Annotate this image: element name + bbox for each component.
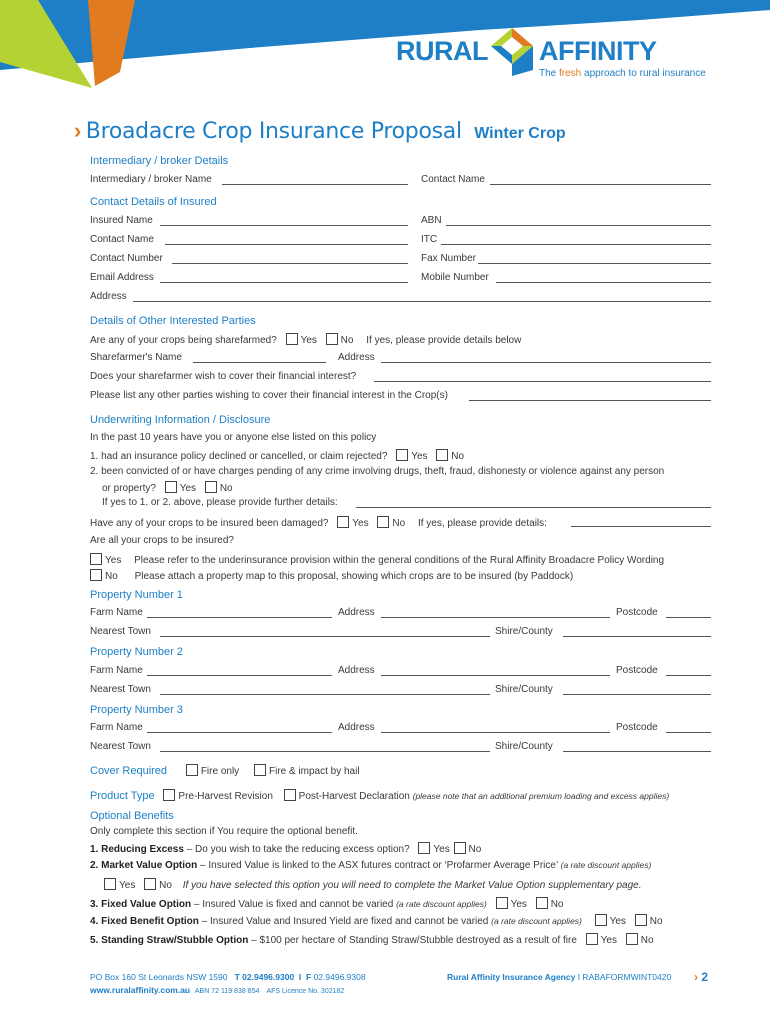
label-no: No: [468, 844, 482, 855]
title-sub: Winter Crop: [474, 125, 566, 142]
field-p1-postcode[interactable]: [666, 617, 711, 618]
checkbox-sharefarmed-no[interactable]: [326, 333, 338, 345]
field-p3-address[interactable]: [381, 732, 610, 733]
label-yes: Yes: [105, 555, 122, 566]
field-fax-number[interactable]: [478, 263, 711, 264]
label-benefit-2-text: – Insured Value is linked to the ASX futures contract or ‘Profarmer Average Price’: [197, 860, 558, 871]
label-underwriting-intro: In the past 10 years have you or anyone else listed on this policy: [90, 432, 377, 443]
row-benefit-1: [90, 842, 481, 855]
field-p2-farm-name[interactable]: [147, 675, 332, 676]
label-fire-hail: Fire & impact by hail: [268, 766, 360, 777]
label-contact-number: Contact Number: [90, 253, 163, 264]
label-p1-address: Address: [338, 607, 375, 618]
label-no: No: [219, 483, 233, 494]
footer-web-row: [90, 985, 344, 995]
checkbox-sharefarmed-yes[interactable]: [286, 333, 298, 345]
label-sharefarmed: Are any of your crops being sharefarmed?: [90, 335, 277, 346]
brand-tagline: The fresh approach to rural insurance: [539, 68, 706, 79]
page-title: [74, 118, 566, 144]
row-all-crops-yes: [84, 553, 664, 566]
label-farm-name: Farm Name: [90, 665, 143, 676]
logo-diamond-icon: [487, 24, 537, 80]
label-itc: ITC: [421, 234, 438, 245]
footer-fax: 02.9496.9308: [313, 972, 366, 982]
field-p2-shire[interactable]: [563, 694, 711, 695]
label-sharefarmer-address: Address: [338, 352, 375, 363]
label-underinsurance-note: Please refer to the underinsurance provision within the general conditions of the Rural Affinity Broadacre Policy Wording: [134, 555, 665, 566]
label-p3-shire: Shire/County: [495, 741, 553, 752]
label-benefit-1-text: – Do you wish to take the reducing excess option?: [183, 844, 410, 855]
field-email[interactable]: [160, 282, 408, 283]
label-insured-name: Insured Name: [90, 215, 153, 226]
label-fire-only: Fire only: [200, 766, 240, 777]
row-sharefarmed: [90, 333, 521, 346]
label-yes: Yes: [609, 916, 626, 927]
label-benefit-2-title: 2. Market Value Option: [90, 860, 198, 871]
label-p2-nearest-town: Nearest Town: [90, 684, 151, 695]
label-property-map-note: Please attach a property map to this proposal, showing which crops are to be insured (by Paddock): [134, 571, 574, 582]
footer-phone: 02.9496.9300: [242, 972, 295, 982]
label-other-parties: Please list any other parties wishing to cover their financial interest in the Crop(s): [90, 390, 448, 401]
label-p1-postcode: Postcode: [616, 607, 658, 618]
brand-rural: RURAL: [396, 36, 488, 66]
checkbox-damaged-no[interactable]: [377, 516, 389, 528]
checkbox-benefit-3-no[interactable]: [536, 897, 548, 909]
field-address[interactable]: [133, 301, 711, 302]
row-benefit-2-options: [98, 878, 641, 891]
label-no: No: [550, 899, 564, 910]
label-sharefarmer-cover: Does your sharefarmer wish to cover their financial interest?: [90, 371, 357, 382]
label-farm-name: Farm Name: [90, 722, 143, 733]
field-insured-contact[interactable]: [165, 244, 408, 245]
checkbox-all-crops-yes[interactable]: [90, 553, 102, 565]
field-p3-postcode[interactable]: [666, 732, 711, 733]
footer-agency: [447, 972, 671, 982]
footer-fax-label: F: [306, 972, 312, 982]
brand-affinity: AFFINITY: [539, 36, 657, 66]
section-property-1: Property Number 1: [90, 589, 183, 601]
checkbox-declined-no[interactable]: [436, 449, 448, 461]
label-pre-harvest: Pre-Harvest Revision: [178, 791, 273, 802]
label-p2-postcode: Postcode: [616, 665, 658, 676]
section-property-2: Property Number 2: [90, 646, 183, 658]
checkbox-fire-only[interactable]: [186, 764, 198, 776]
field-contact-number[interactable]: [172, 263, 408, 264]
section-underwriting: Underwriting Information / Disclosure: [90, 414, 271, 426]
checkbox-all-crops-no[interactable]: [90, 569, 102, 581]
label-p1-nearest-town: Nearest Town: [90, 626, 151, 637]
checkbox-post-harvest[interactable]: [284, 789, 296, 801]
field-p2-nearest-town[interactable]: [160, 694, 490, 695]
label-damaged: Have any of your crops to be insured been damaged?: [90, 518, 329, 529]
section-insured: Contact Details of Insured: [90, 196, 217, 208]
field-broker-name[interactable]: [222, 184, 408, 185]
label-benefit-3-text: – Insured Value is fixed and cannot be varied: [191, 899, 394, 910]
field-itc[interactable]: [441, 244, 711, 245]
label-p3-nearest-town: Nearest Town: [90, 741, 151, 752]
field-sharefarmer-cover[interactable]: [374, 381, 711, 382]
label-email: Email Address: [90, 272, 154, 283]
label-yes: Yes: [411, 451, 428, 462]
label-p2-shire: Shire/County: [495, 684, 553, 695]
checkbox-declined-yes[interactable]: [396, 449, 408, 461]
label-damaged-followup: If yes, please provide details:: [417, 518, 547, 529]
row-convicted: [102, 481, 233, 494]
section-interested-parties: Details of Other Interested Parties: [90, 315, 256, 327]
footer-address: PO Box 160 St Leonards NSW 1590: [90, 972, 228, 982]
label-or-property: or property?: [102, 483, 156, 494]
checkbox-damaged-yes[interactable]: [337, 516, 349, 528]
field-broker-contact[interactable]: [490, 184, 711, 185]
row-all-crops-no: [84, 569, 573, 582]
label-post-harvest-note: (please note that an additional premium loading and excess applies): [412, 791, 670, 801]
row-damaged: [90, 516, 547, 529]
label-address: Address: [90, 291, 127, 302]
label-no: No: [105, 571, 118, 582]
label-p2-address: Address: [338, 665, 375, 676]
field-mobile[interactable]: [496, 282, 711, 283]
label-yes: Yes: [179, 483, 197, 494]
label-declined: 1. had an insurance policy declined or cancelled, or claim rejected?: [90, 451, 388, 462]
field-p3-shire[interactable]: [563, 751, 711, 752]
checkbox-pre-harvest[interactable]: [163, 789, 175, 801]
row-declined: [90, 449, 464, 462]
label-contact-name: Contact Name: [421, 174, 485, 185]
checkbox-benefit-5-no[interactable]: [626, 933, 638, 945]
label-no: No: [159, 880, 172, 891]
label-sharefarmer-name: Sharefarmer's Name: [90, 352, 182, 363]
footer-contact: [90, 972, 366, 982]
section-optional-benefits: Optional Benefits: [90, 810, 174, 822]
label-no: No: [340, 335, 354, 346]
field-p1-farm-name[interactable]: [147, 617, 332, 618]
checkbox-benefit-2-no[interactable]: [144, 878, 156, 890]
checkbox-benefit-2-yes[interactable]: [104, 878, 116, 890]
chevron-right-icon: ›: [74, 118, 82, 143]
footer-separator: I: [298, 972, 302, 982]
label-no: No: [640, 935, 654, 946]
row-benefit-4: [90, 914, 663, 927]
label-yes: Yes: [600, 935, 617, 946]
checkbox-convicted-no[interactable]: [205, 481, 217, 493]
label-broker-name: Intermediary / broker Name: [90, 174, 212, 185]
label-benefit-3-title: 3. Fixed Value Option: [90, 899, 192, 910]
checkbox-benefit-4-yes[interactable]: [595, 914, 607, 926]
label-mobile: Mobile Number: [421, 272, 489, 283]
label-benefit-4-text: – Insured Value and Insured Yield are fixed and cannot be varied: [198, 916, 489, 927]
checkbox-fire-hail[interactable]: [254, 764, 266, 776]
label-insured-contact: Contact Name: [90, 234, 154, 245]
field-p1-address[interactable]: [381, 617, 610, 618]
label-benefit-3-note: (a rate discount applies): [396, 899, 487, 909]
field-abn[interactable]: [446, 225, 711, 226]
label-sharefarmed-followup: If yes, please provide details below: [366, 335, 522, 346]
row-benefit-2: [90, 860, 651, 871]
label-yes: Yes: [352, 518, 369, 529]
field-p2-address[interactable]: [381, 675, 610, 676]
field-sharefarmer-name[interactable]: [193, 362, 326, 363]
label-benefit-4-note: (a rate discount applies): [491, 916, 582, 926]
row-product-type: [90, 789, 669, 802]
label-abn: ABN: [421, 215, 442, 226]
row-benefit-5: [90, 933, 654, 946]
label-no: No: [392, 518, 406, 529]
label-farm-name: Farm Name: [90, 607, 143, 618]
title-main: Broadacre Crop Insurance Proposal: [85, 119, 462, 144]
field-other-parties[interactable]: [469, 400, 711, 401]
label-benefit-2-followup: If you have selected this option you will need to complete the Market Value Option supplementary page.: [182, 880, 642, 891]
label-p3-postcode: Postcode: [616, 722, 658, 733]
brand-logo: [396, 36, 706, 82]
row-cover-required: [90, 764, 360, 777]
row-benefit-3: [90, 897, 564, 910]
label-fax-number: Fax Number: [421, 253, 477, 264]
field-p1-shire[interactable]: [563, 636, 711, 637]
label-p3-address: Address: [338, 722, 375, 733]
checkbox-benefit-1-yes[interactable]: [418, 842, 430, 854]
chevron-right-icon: ›: [693, 970, 698, 984]
label-yes: Yes: [300, 335, 317, 346]
section-property-3: Property Number 3: [90, 704, 183, 716]
section-intermediary: Intermediary / broker Details: [90, 155, 229, 167]
label-further-details: If yes to 1. or 2. above, please provide further details:: [102, 497, 338, 508]
footer-agency-name: Rural Affinity Insurance Agency: [447, 972, 576, 982]
field-p3-nearest-town[interactable]: [160, 751, 490, 752]
label-all-crops: Are all your crops to be insured?: [90, 535, 234, 546]
footer-abn: ABN 72 119 838 854: [194, 988, 260, 995]
field-insured-name[interactable]: [160, 225, 408, 226]
label-cover-required: Cover Required: [90, 765, 168, 777]
checkbox-benefit-1-no[interactable]: [454, 842, 466, 854]
page-number-value: 2: [701, 970, 708, 984]
label-post-harvest: Post-Harvest Declaration: [298, 791, 410, 802]
checkbox-convicted-yes[interactable]: [165, 481, 177, 493]
label-benefit-5-title: 5. Standing Straw/Stubble Option: [90, 935, 249, 946]
page-number: [694, 970, 708, 984]
label-yes: Yes: [510, 899, 527, 910]
label-benefit-1-title: 1. Reducing Excess: [90, 844, 184, 855]
field-p2-postcode[interactable]: [666, 675, 711, 676]
label-no: No: [451, 451, 465, 462]
checkbox-benefit-4-no[interactable]: [635, 914, 647, 926]
field-further-details[interactable]: [356, 507, 711, 508]
footer-afs: AFS Licence No. 302182: [266, 988, 345, 995]
checkbox-benefit-3-yes[interactable]: [496, 897, 508, 909]
label-benefit-4-title: 4. Fixed Benefit Option: [90, 916, 199, 927]
label-p1-shire: Shire/County: [495, 626, 553, 637]
label-yes: Yes: [119, 880, 136, 891]
footer-phone-label: T: [234, 972, 240, 982]
label-benefit-5-text: – $100 per hectare of Standing Straw/Stubble destroyed as a result of fire: [248, 935, 577, 946]
label-convicted: 2. been convicted of or have charges pending of any crime involving drugs, theft, fraud, dishonesty or violence against any person: [90, 466, 665, 477]
field-p3-farm-name[interactable]: [147, 732, 332, 733]
field-p1-nearest-town[interactable]: [160, 636, 490, 637]
label-product-type: Product Type: [90, 790, 155, 802]
field-damaged-details[interactable]: [571, 526, 711, 527]
checkbox-benefit-5-yes[interactable]: [586, 933, 598, 945]
label-no: No: [649, 916, 663, 927]
footer-web-link[interactable]: www.ruralaffinity.com.au: [90, 985, 191, 995]
label-benefit-2-note: (a rate discount applies): [560, 860, 652, 870]
label-yes: Yes: [433, 844, 450, 855]
field-sharefarmer-address[interactable]: [381, 362, 711, 363]
label-optional-intro: Only complete this section if You require the optional benefit.: [90, 826, 358, 837]
footer-form-code: I RABAFORMWINT0420: [577, 972, 672, 982]
